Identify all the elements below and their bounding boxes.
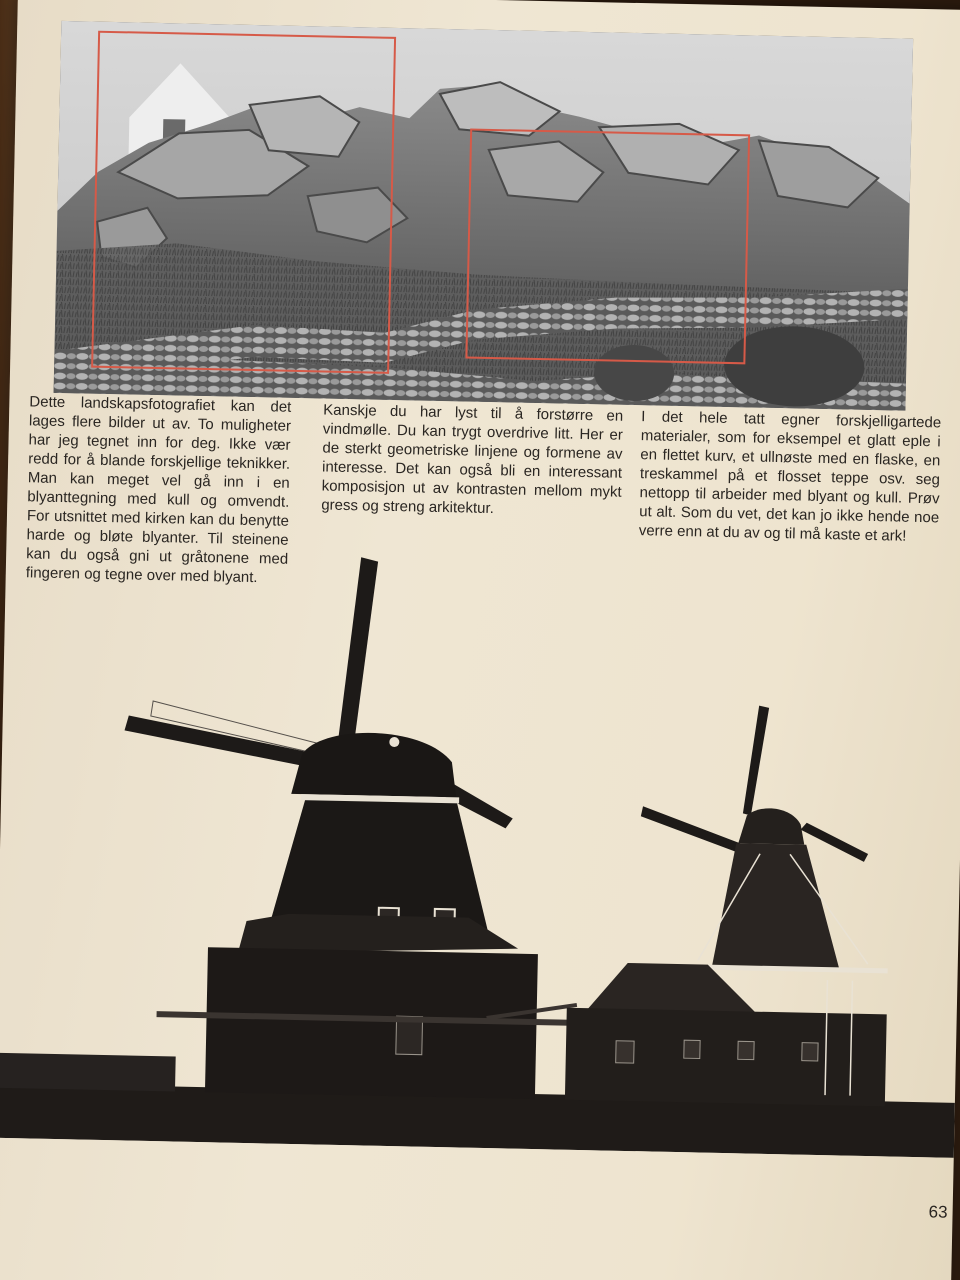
landscape-photo [54, 21, 914, 411]
sail [124, 715, 321, 768]
sail [338, 557, 378, 742]
landscape-caption: Dette landskapsfotografiet kan det lages flere bilder ut av. To muligheter har jeg tegnet inn for deg. Ikke vær redd for å blande forskjellige teknikker. Man kan meget vel gå inn i en blyanttegning med kull og omvendt. For utsnittet med kirken kan du benytte harde og bløte blyanter. Til steinene kan du også gni ut gråtonene med fingeren og tegne over med blyant. [25, 393, 292, 587]
tower [712, 843, 843, 971]
materials-caption: I det hele tatt egner forskjelligartede materialer, som for eksempel et glatt eple i en flettet kurv, et ullnøste med en flaske, en treskammel på et flosset teppe osv. seg nettopp til arbeider med blyant og kull. Prøv ut alt. Som du vet, det kan jo ikke hende noe verre enn at du av og til må kaste et ark! [638, 408, 942, 545]
sail [640, 806, 741, 852]
page-number: 63 [928, 1202, 948, 1222]
sail [743, 705, 769, 815]
cap [291, 731, 457, 797]
sail [800, 823, 869, 862]
landscape-photo-drawing [54, 21, 914, 411]
windmill-photo-drawing [0, 538, 960, 1158]
windmill-large [117, 552, 586, 1099]
windmill-small [565, 702, 893, 1107]
windmill-caption: Kanskje du har lyst til å forstørre en vindmølle. Du kan trygt overdrive litt. Her er de sterkt geometriske linjene og formene av interesse. Det kan også bli en interessant komposisjon ut av kontrasten mellom mykt gress og streng arkitektur. [321, 401, 624, 518]
shed [0, 1053, 176, 1092]
windmill-photo [0, 538, 960, 1158]
shed-building [565, 1008, 887, 1107]
